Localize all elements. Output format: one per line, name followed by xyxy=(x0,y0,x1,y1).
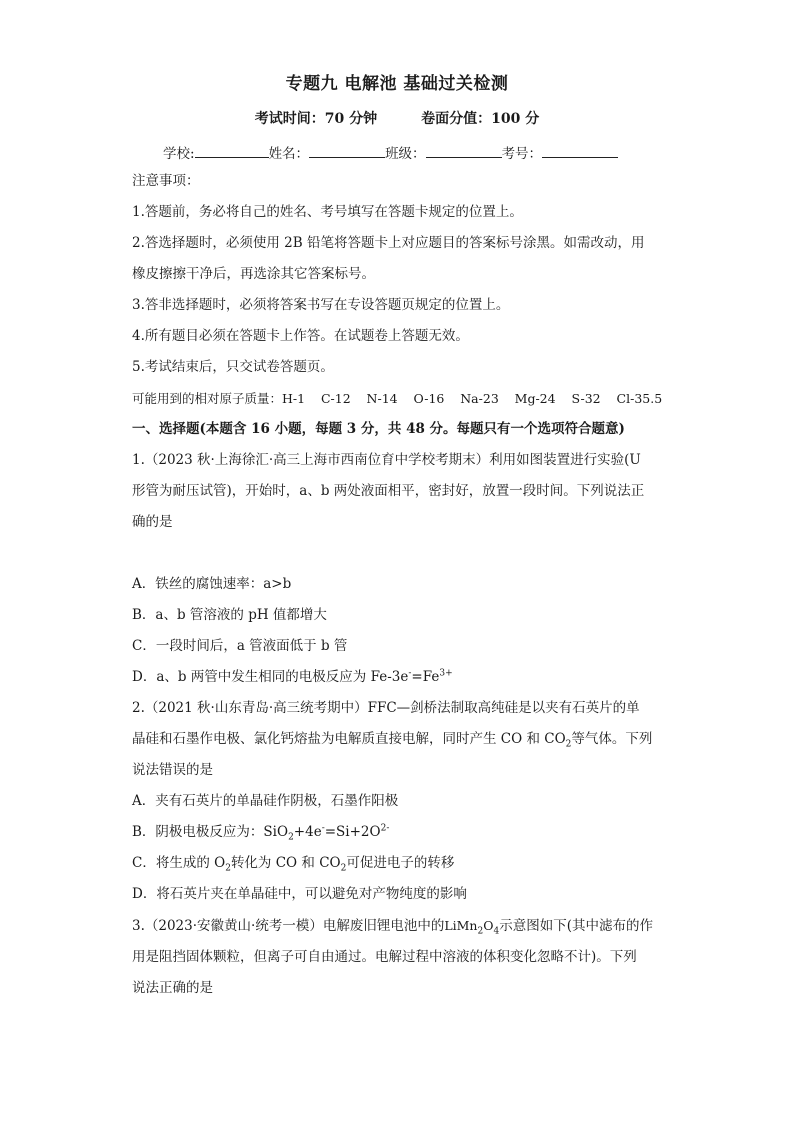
section-heading: 一、选择题(本题含 16 小题，每题 3 分，共 48 分。每题只有一个选项符合题意) xyxy=(132,421,625,437)
note-item: 1.答题前，务必将自己的姓名、考号填写在答题卡规定的位置上。 xyxy=(132,204,523,220)
note-item: 3.答非选择题时，必须将答案书写在专设答题页规定的位置上。 xyxy=(132,297,510,313)
figure-placeholder xyxy=(132,538,680,569)
question-1-stem: 1.（2023 秋·上海徐汇·高三上海市西南位育中学校考期末）利用如图装置进行实验(U xyxy=(132,452,641,468)
question-1-option-b: B．a、b 管溶液的 pH 值都增大 xyxy=(132,607,327,623)
question-1-option-a: A．铁丝的腐蚀速率：a>b xyxy=(132,576,292,592)
question-3-stem: 3.（2023·安徽黄山·统考一模）电解废旧锂电池中的$LiMn_2O_4$示意图如下(其中滤布的作 xyxy=(132,918,653,937)
exam-meta xyxy=(0,108,794,128)
class-label: 班级： xyxy=(385,146,426,162)
note-item: 4.所有题目必须在答题卡上作答。在试题卷上答题无效。 xyxy=(132,328,469,344)
question-1-option-d: D．a、b 两管中发生相同的电极反应为 $Fe-3e^-=Fe^{3+}$ xyxy=(132,668,453,685)
question-1-option-c: C．一段时间后，a 管液面低于 b 管 xyxy=(132,638,348,654)
question-2-option-a: A．夹有石英片的单晶硅作阴极，石墨作阳极 xyxy=(132,793,399,809)
question-2-option-b: B．阴极电极反应为：$SiO_2+4e^-=Si+2O^{2-}$ xyxy=(132,823,390,843)
question-2-stem: 说法错误的是 xyxy=(132,762,213,778)
question-1-stem: 确的是 xyxy=(132,514,173,530)
page-title: 专题九 电解池 基础过关检测 xyxy=(285,74,509,94)
number-label: 考号： xyxy=(501,146,543,162)
class-blank xyxy=(426,143,502,158)
name-label: 姓名： xyxy=(268,146,310,162)
name-blank xyxy=(309,143,385,158)
exam-time: 考试时间：70 分钟 xyxy=(254,111,378,127)
question-1-stem: 形管为耐压试管)，开始时，a、b 两处液面相平，密封好，放置一段时间。下列说法正 xyxy=(132,483,645,499)
question-2-option-c: C．将生成的 $O_2$转化为 CO 和 $CO_2$可促进电子的转移 xyxy=(132,855,455,874)
number-blank xyxy=(542,143,618,158)
atomic-masses: 可能用到的相对原子质量：H-1 C-12 N-14 O-16 Na-23 Mg-24 S-32 Cl-35.5 xyxy=(132,391,663,406)
school-label: 学校: xyxy=(163,146,195,162)
chemical-formula: $LiMn_2O_4$ xyxy=(444,918,500,937)
notes-heading: 注意事项： xyxy=(132,173,200,189)
question-2-option-d: D．将石英片夹在单晶硅中，可以避免对产物纯度的影响 xyxy=(132,886,467,902)
question-3-stem: 用是阻挡固体颗粒，但离子可自由通过。电解过程中溶液的体积变化忽略不计)。下列 xyxy=(132,949,637,965)
question-3-stem: 说法正确的是 xyxy=(132,980,213,996)
exam-score: 卷面分值：100 分 xyxy=(421,111,540,127)
question-2-stem: 2.（2021 秋·山东青岛·高三统考期中）FFC—剑桥法制取高纯硅是以夹有石英片的单 xyxy=(132,700,640,716)
instructions xyxy=(132,166,680,1004)
school-blank xyxy=(195,143,269,158)
note-item: 5.考试结束后，只交试卷答题页。 xyxy=(132,359,334,375)
student-info-fields xyxy=(163,142,683,162)
note-item: 2.答选择题时，必须使用 2B 铅笔将答题卡上对应题目的答案标号涂黑。如需改动，用 xyxy=(132,235,645,251)
note-item: 橡皮擦擦干净后，再选涂其它答案标号。 xyxy=(132,266,375,282)
question-2-stem: 晶硅和石墨作电极、氯化钙熔盐为电解质直接电解，同时产生 CO 和 $CO_2$等气体。下列 xyxy=(132,731,653,750)
